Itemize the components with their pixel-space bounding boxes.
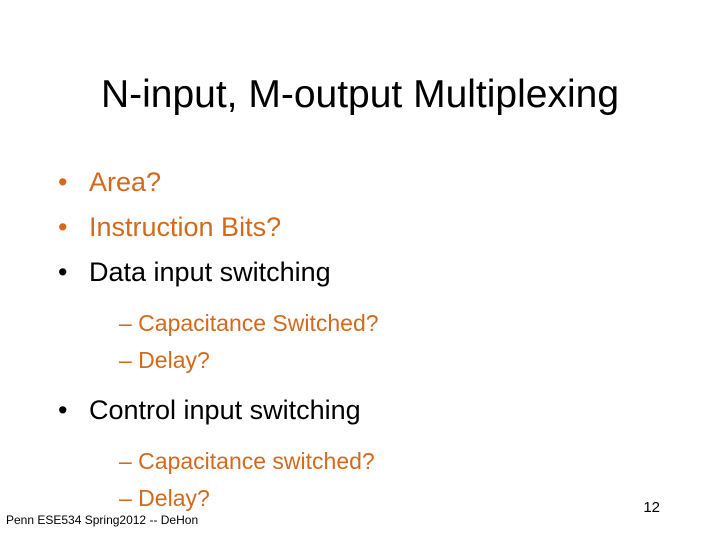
sub-bullet-item: – Capacitance Switched?: [119, 310, 379, 336]
bullet-item: [58, 160, 379, 205]
bullet-marker: •: [58, 167, 68, 197]
sub-bullet-item: – Capacitance switched?: [119, 448, 375, 474]
page-number: 12: [643, 499, 660, 516]
bullet-text: Instruction Bits?: [89, 212, 282, 242]
bullet-text: Control input switching: [89, 395, 361, 425]
bullet-text: Area?: [89, 167, 162, 197]
slide-footer: Penn ESE534 Spring2012 -- DeHon: [6, 513, 199, 527]
slide-title: N-input, M-output Multiplexing: [100, 73, 620, 116]
bullet-list: [58, 160, 379, 517]
sub-bullet-item: – Delay?: [119, 485, 210, 511]
bullet-marker: •: [58, 395, 68, 425]
bullet-item: [58, 388, 379, 433]
bullet-item: [58, 205, 379, 250]
bullet-text: Data input switching: [89, 257, 331, 287]
bullet-item: [58, 250, 379, 295]
sub-bullet-item: – Delay?: [119, 347, 210, 373]
bullet-marker: •: [58, 257, 68, 287]
bullet-marker: •: [58, 212, 68, 242]
